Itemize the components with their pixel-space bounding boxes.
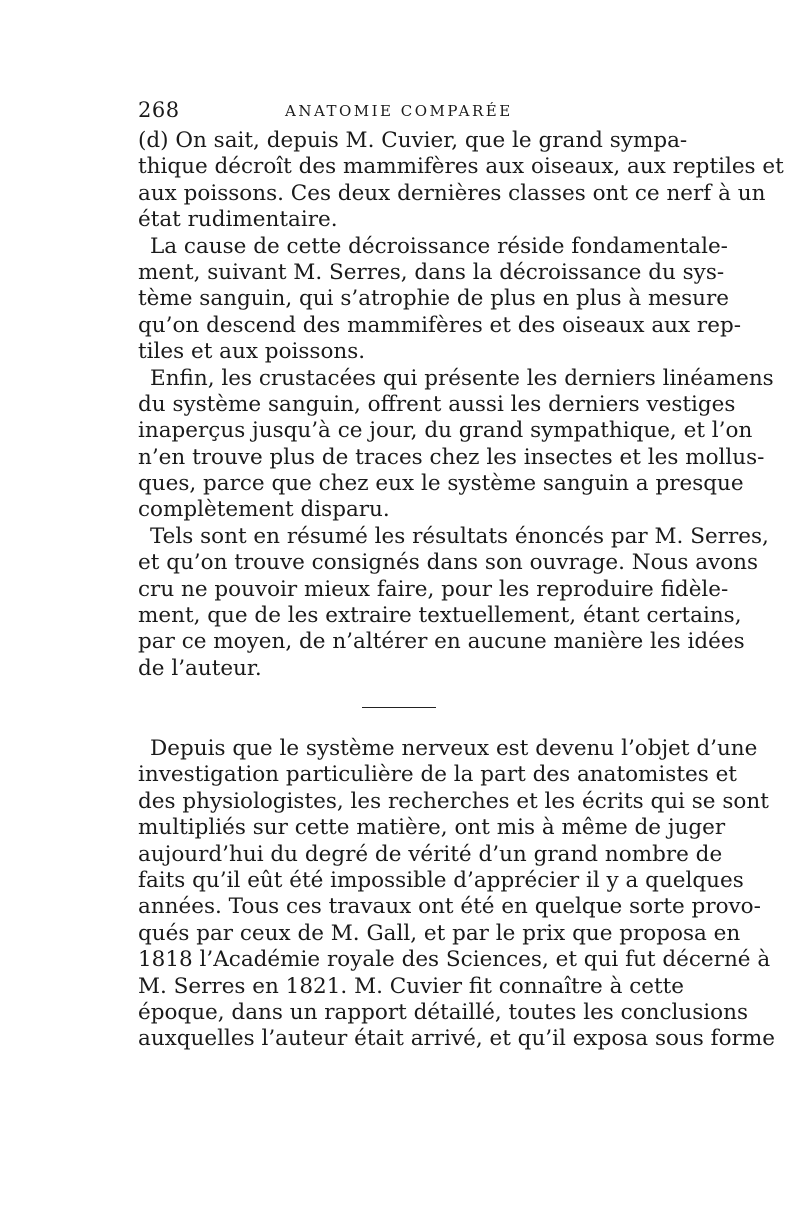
text-line: complètement disparu. <box>138 497 390 523</box>
text-line: des physiologistes, les recherches et les écrits qui se sont <box>138 788 769 814</box>
text-line: M. Serres en 1821. M. Cuvier fit connaître à cette <box>138 973 684 999</box>
text-line: ques, parce que chez eux le système sanguin a presque <box>138 471 744 497</box>
text-line: ment, suivant M. Serres, dans la décroissance du sys- <box>138 259 725 285</box>
text-line: qu’on descend des mammifères et des oiseaux aux rep- <box>138 312 741 338</box>
text-section-after-rule <box>138 736 775 1053</box>
text-line: inaperçus jusqu’à ce jour, du grand sympathique, et l’on <box>138 418 753 444</box>
text-line: Tels sont en résumé les résultats énoncés par M. Serres, <box>150 523 769 549</box>
text-line: ment, que de les extraire textuellement, étant certains, <box>138 603 742 629</box>
text-line: thique décroît des mammifères aux oiseaux, aux reptiles et <box>138 154 784 180</box>
text-line: 1818 l’Académie royale des Sciences, et qui fut décerné à <box>138 947 771 973</box>
text-line: Depuis que le système nerveux est devenu l’objet d’une <box>150 736 758 761</box>
text-line: (d) On sait, depuis M. Cuvier, que le grand sympa- <box>138 128 688 153</box>
text-line: n’en trouve plus de traces chez les insectes et les mollus- <box>138 444 765 470</box>
section-divider-rule <box>362 707 436 708</box>
text-line: tème sanguin, qui s’atrophie de plus en plus à mesure <box>138 286 729 312</box>
text-line: La cause de cette décroissance réside fondamentale- <box>150 233 728 259</box>
text-line: tiles et aux poissons. <box>138 339 366 365</box>
text-line: par ce moyen, de n’altérer en aucune manière les idées <box>138 629 745 655</box>
text-line: années. Tous ces travaux ont été en quelque sorte provo- <box>138 894 761 920</box>
text-line: Enfin, les crustacées qui présente les derniers linéamens <box>150 365 774 391</box>
text-line: cru ne pouvoir mieux faire, pour les reproduire fidèle- <box>138 576 729 602</box>
text-line: époque, dans un rapport détaillé, toutes les conclusions <box>138 999 748 1025</box>
text-line: qués par ceux de M. Gall, et par le prix que proposa en <box>138 920 741 946</box>
text-line: investigation particulière de la part des anatomistes et <box>138 762 737 788</box>
text-line: état rudimentaire. <box>138 207 338 233</box>
text-line: aujourd’hui du degré de vérité d’un grand nombre de <box>138 841 723 867</box>
text-line: et qu’on trouve consignés dans son ouvrage. Nous avons <box>138 550 759 576</box>
page-header <box>138 98 678 124</box>
running-head: ANATOMIE COMPARÉE <box>285 102 513 120</box>
text-line: auxquelles l’auteur était arrivé, et qu’il exposa sous forme <box>138 1026 775 1052</box>
page-number: 268 <box>138 98 180 122</box>
text-line: multipliés sur cette matière, ont mis à même de juger <box>138 815 726 841</box>
text-section-before-rule <box>138 128 784 682</box>
text-line: de l’auteur. <box>138 655 262 681</box>
text-line: du système sanguin, offrent aussi les derniers vestiges <box>138 391 736 417</box>
text-line: aux poissons. Ces deux dernières classes ont ce nerf à un <box>138 180 766 206</box>
text-line: faits qu’il eût été impossible d’apprécier il y a quelques <box>138 867 744 893</box>
